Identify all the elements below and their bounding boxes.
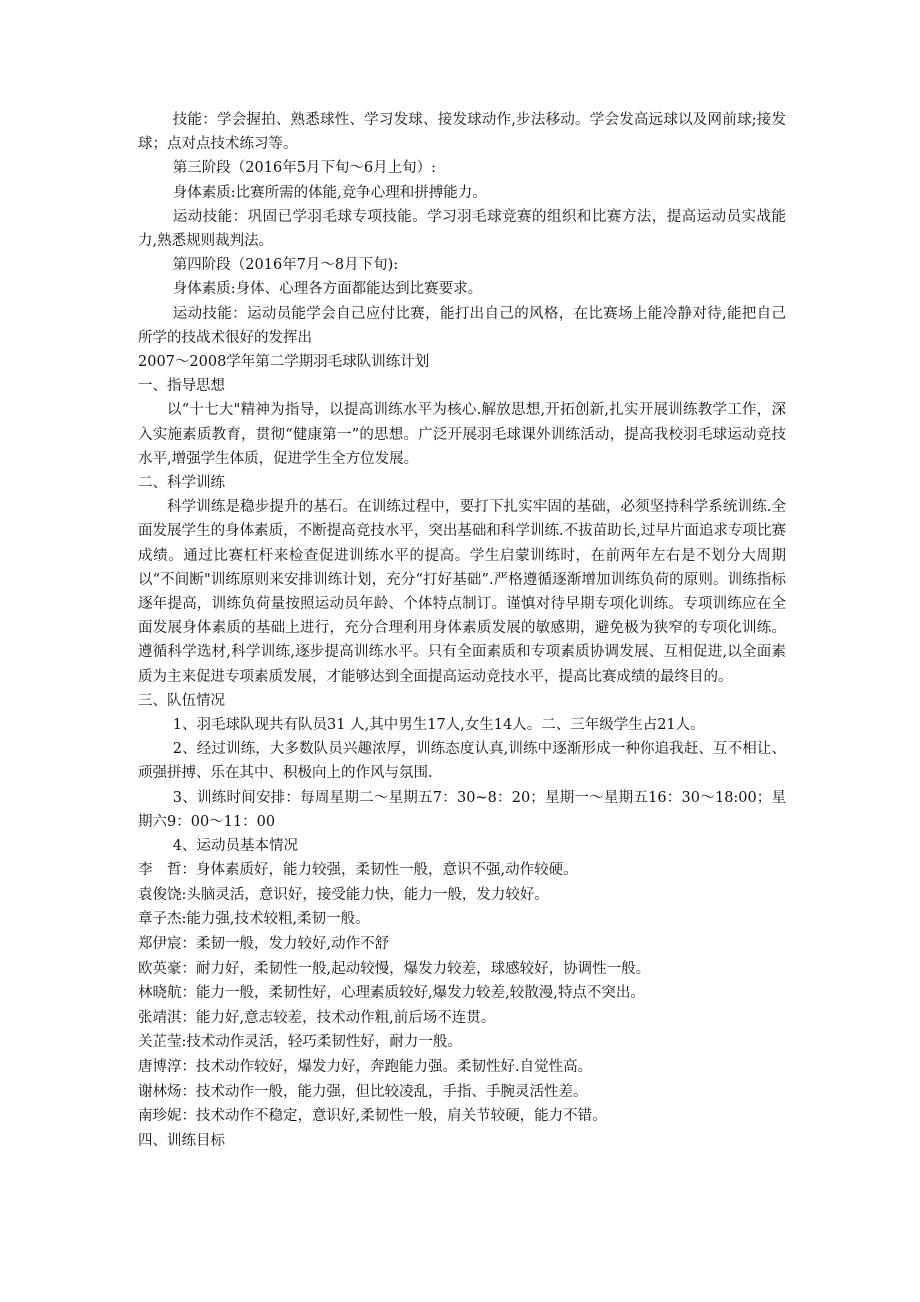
document-page [138, 108, 786, 1153]
team-item-3: 3、训练时间安排：每周星期二～星期五7：30~8：20；星期一～星期五16：30～18:00；星期六9：00～11：00 [138, 789, 786, 830]
athlete-entry: 南珍妮：技术动作不稳定，意识好,柔韧性一般，肩关节较硬，能力不错。 [138, 1108, 607, 1125]
stage4-skill-paragraph: 运动技能：运动员能学会自己应付比赛，能打出自己的风格，在比赛场上能冷静对待,能把自己所学的技战术很好的发挥出 [138, 305, 786, 346]
section1-body: 以“十七大"精神为指导，以提高训练水平为核心.解放思想,开拓创新,扎实开展训练教学工作，深入实施素质教育，贯彻“健康第一”的思想。广泛开展羽毛球课外训练活动，提高我校羽毛球运动竞技水平,增强学生体质，促进学生全方位发展。 [138, 402, 786, 467]
section2-heading: 二、科学训练 [138, 475, 225, 492]
athlete-entry: 张靖淇：能力好,意志较差，技术动作粗,前后场不连贯。 [138, 1009, 496, 1026]
athlete-entry: 李 哲：身体素质好，能力较强，柔韧性一般，意识不强,动作较硬。 [138, 862, 578, 879]
athlete-entry: 关芷莹:技术动作灵活，轻巧柔韧性好，耐力一般。 [138, 1034, 462, 1051]
athlete-entry: 章子杰:能力强,技术较粗,柔韧一般。 [138, 911, 370, 928]
team-item-2: 2、经过训练，大多数队员兴趣浓厚，训练态度认真,训练中逐渐形成一种你追我赶、互不相让、顽强拼搏、乐在其中、积极向上的作风与氛围. [138, 741, 786, 782]
stage4-physical-paragraph: 身体素质:身体、心理各方面都能达到比赛要求。 [172, 281, 483, 298]
stage3-skill-paragraph: 运动技能：巩固已学羽毛球专项技能。学习羽毛球竞赛的组织和比赛方法，提高运动员实战能力,熟悉规则裁判法。 [138, 208, 786, 250]
team-item-4: 4、运动员基本情况 [172, 838, 299, 855]
athlete-entry: 谢林炀：技术动作一般，能力强，但比较凌乱，手指、手腕灵活性差。 [138, 1083, 588, 1100]
stage4-title: 第四阶段（2016年7月～8月下旬): [172, 257, 399, 274]
section3-heading: 三、队伍情况 [138, 692, 225, 709]
stage3-physical-paragraph: 身体素质:比赛所需的体能,竞争心理和拼搏能力。 [172, 184, 487, 201]
athlete-entry: 郑伊宸：柔韧一般，发力较好,动作不舒 [138, 936, 390, 953]
athlete-entry: 欧英豪：耐力好，柔韧性一般,起动较慢，爆发力较差，球感较好，协调性一般。 [138, 960, 651, 977]
stage2-skill-paragraph: 技能：学会握拍、熟悉球性、学习发球、接发球动作,步法移动。学会发高远球以及网前球;接发球；点对点技术练习等。 [138, 112, 786, 153]
section4-heading: 四、训练目标 [138, 1132, 225, 1149]
stage3-title: 第三阶段（2016年5月下旬～6月上旬）: [172, 160, 437, 177]
athlete-entry: 林晓航：能力一般，柔韧性好，心理素质较好,爆发力较差,较散漫,特点不突出。 [138, 985, 645, 1002]
section1-heading: 一、指导思想 [138, 378, 225, 395]
plan-title: 2007～2008学年第二学期羽毛球队训练计划 [138, 354, 430, 371]
section2-body: 科学训练是稳步提升的基石。在训练过程中，要打下扎实牢固的基础，必须坚持科学系统训练.全面发展学生的身体素质，不断提高竞技水平，突出基础和科学训练.不拔苗助长,过早片面追求专项比赛成绩。通过比赛杠杆来检查促进训练水平的提高。学生启蒙训练时，在前两年左右是不划分大周期以“不间断"训练原则来安排训练计划，充分“打好基础”.严格遵循逐渐增加训练负荷的原则。训练指标逐年提高，训练负荷量按照运动员年龄、个体特点制订。谨慎对待早期专项化训练。专项训练应在全面发展身体素质的基础上进行，充分合理利用身体素质发展的敏感期，避免极为狭窄的专项化训练。遵循科学选材,科学训练,逐步提高训练水平。只有全面素质和专项素质协调发展、互相促进,以全面素质为主来促进专项素质发展，才能够达到全面提高运动竞技水平，提高比赛成绩的最终目的。 [138, 499, 786, 685]
athlete-entry: 唐博淳：技术动作较好，爆发力好，奔跑能力强。柔韧性好.自觉性高。 [138, 1059, 593, 1076]
team-item-1: 1、羽毛球队现共有队员31 人,其中男生17人,女生14人。二、三年级学生占21人。 [172, 717, 705, 734]
athlete-entry: 袁俊饶:头脑灵活，意识好，接受能力快，能力一般，发力较好。 [138, 886, 549, 903]
